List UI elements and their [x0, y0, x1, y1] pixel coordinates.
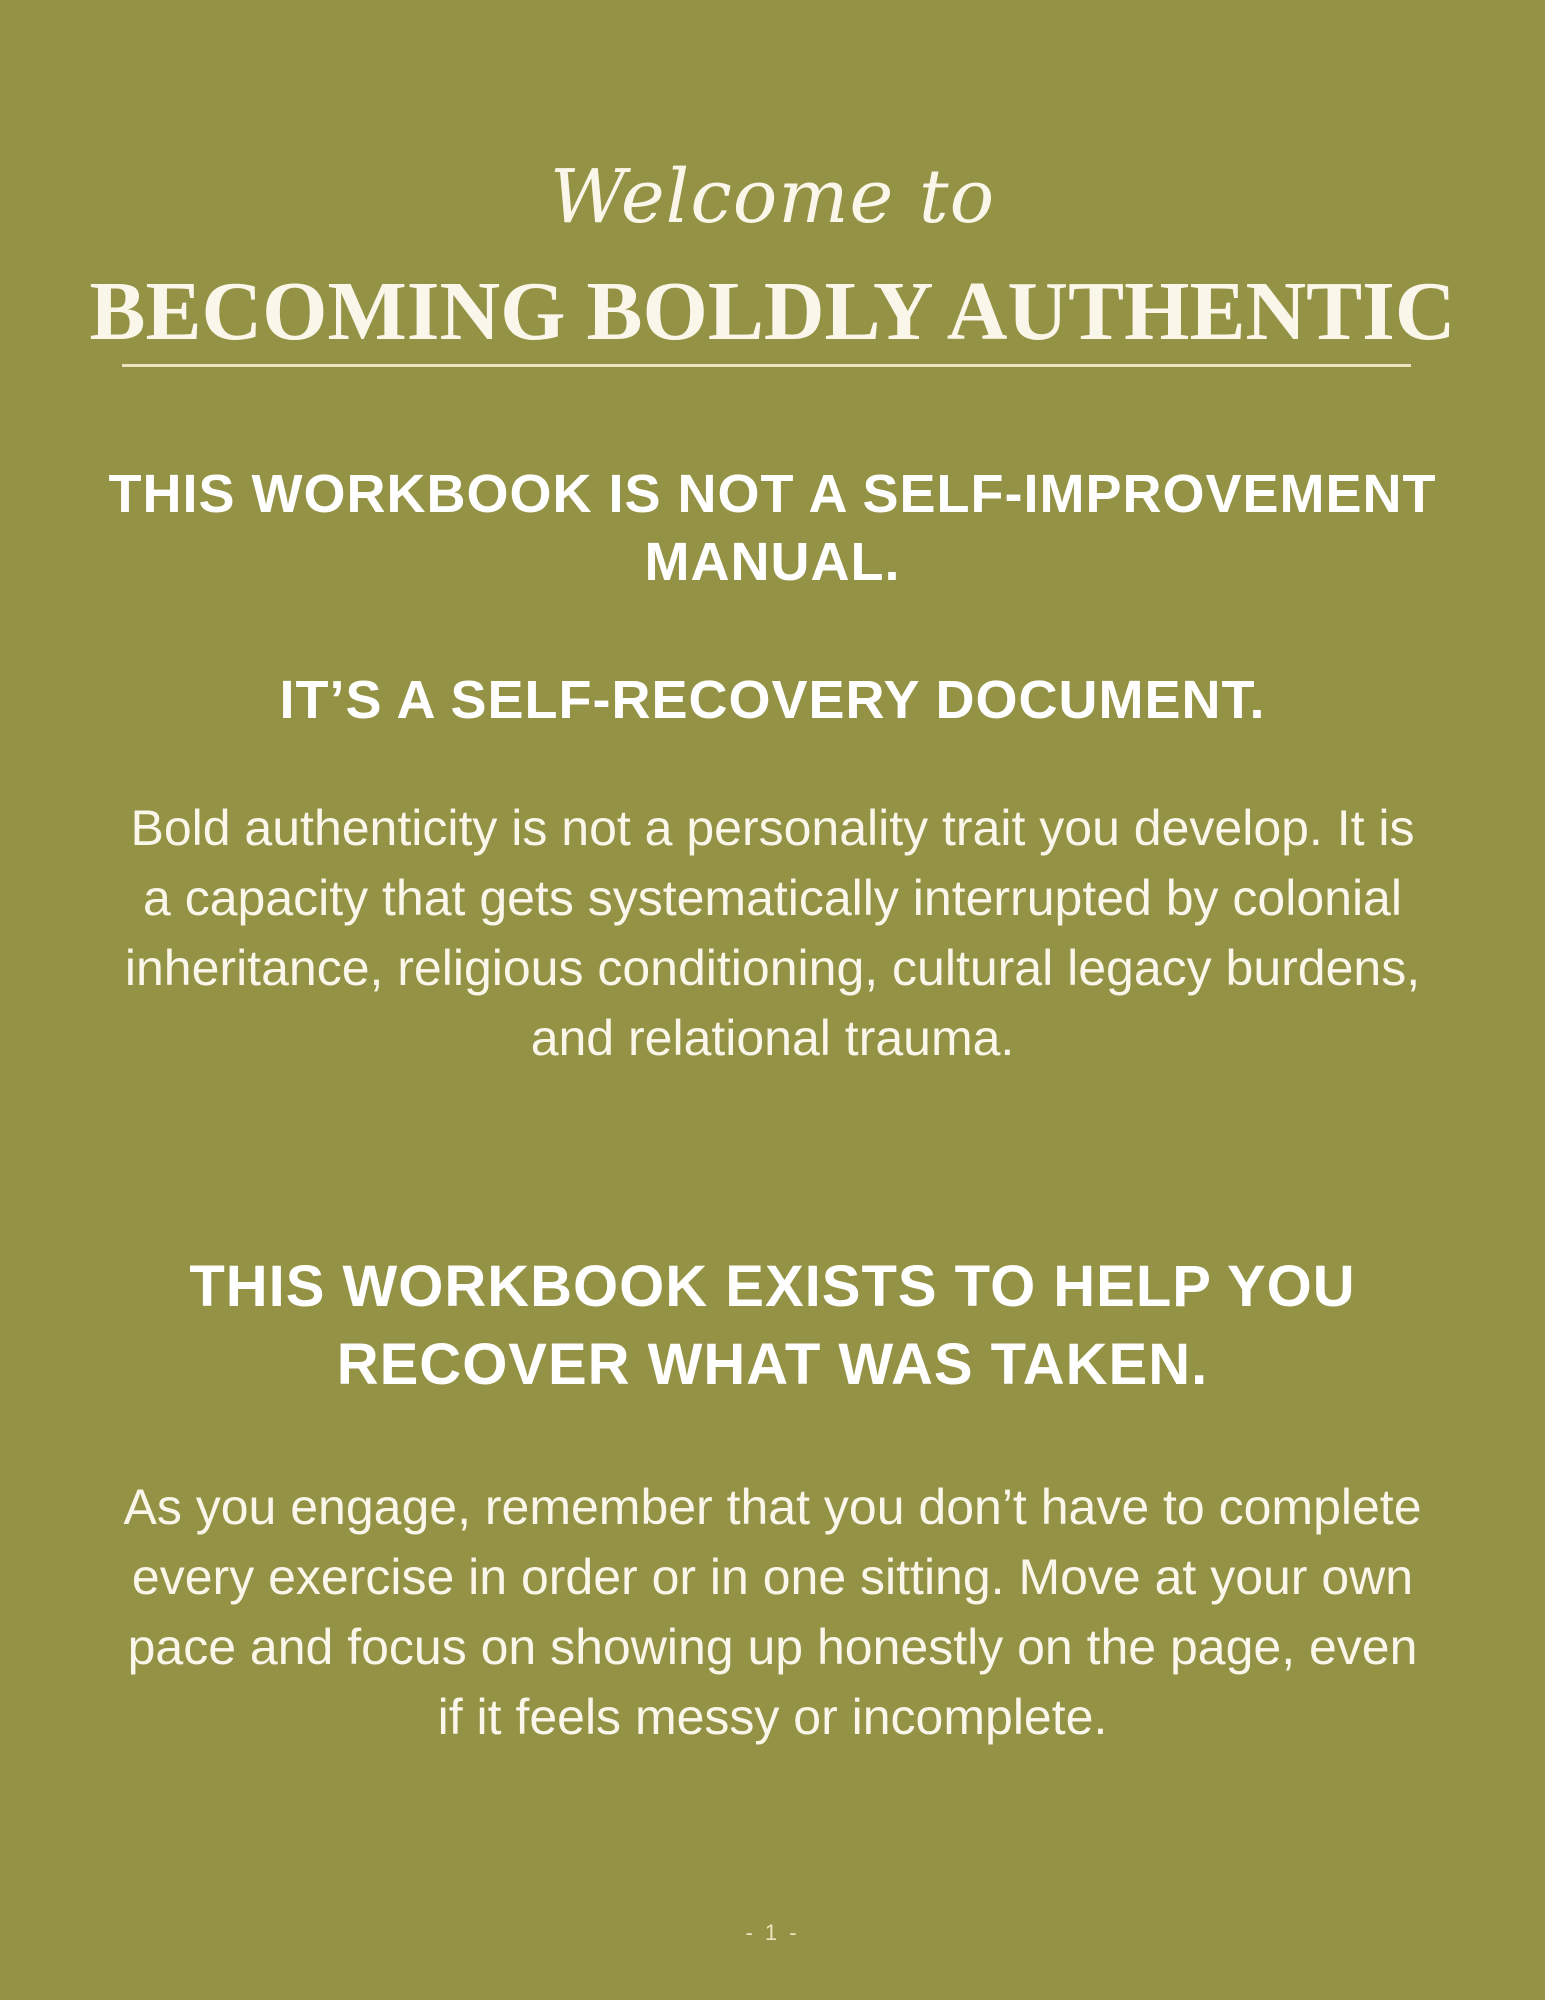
bold-authenticity-paragraph: Bold authenticity is not a personality trait you develop. It is a capacity that gets systematically interrupted by colonial inheritance, religious conditioning, cultural legacy burdens, and relational trauma. [124, 800, 1421, 1066]
not-manual-heading: THIS WORKBOOK IS NOT A SELF-IMPROVEMENT MANUAL. [108, 464, 1437, 592]
self-recovery-heading: IT’S A SELF-RECOVERY DOCUMENT. [279, 670, 1266, 730]
recover-heading: THIS WORKBOOK EXISTS TO HELP YOU RECOVER WHAT WAS TAKEN. [189, 1254, 1356, 1397]
welcome-heading: Welcome to [549, 154, 996, 240]
engagement-paragraph: As you engage, remember that you don’t have to complete every exercise in order or in one sitting. Move at your own pace and focus on showing up honestly on the page, even if it feels messy or incomplete. [123, 1479, 1422, 1745]
page-number: - 1 - [745, 1920, 800, 1945]
page-title: BECOMING BOLDLY AUTHENTIC [89, 265, 1456, 358]
title-underline [122, 364, 1411, 367]
